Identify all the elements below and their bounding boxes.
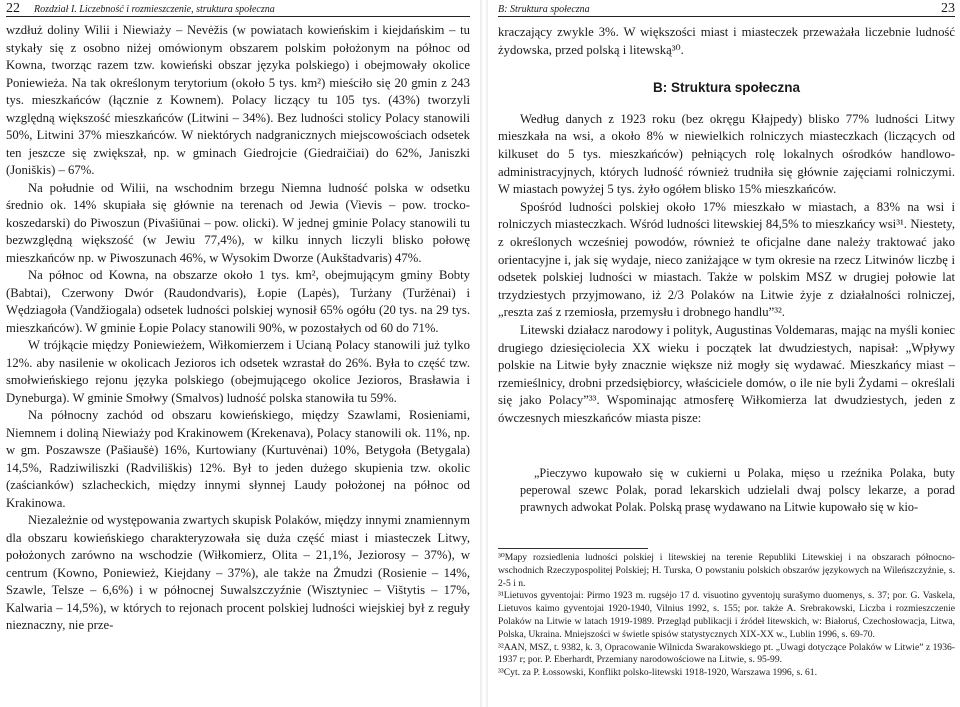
- right-page-body: [498, 24, 955, 516]
- right-running-head: B: Struktura społeczna: [498, 4, 590, 15]
- right-page: [488, 0, 960, 707]
- left-paragraph-6: Niezależnie od występowania zwartych skupisk Polaków, między innymi znamiennym dla obszaru kowieńskiego charakteryzowała się duża część miast i miasteczek Litwy, położonych zarówno na wschodzie (Wiłkomierz, Olita – 21,1%, Jeziorosy – 37%), w centrum (Kowno, Poniewież, Kiejdany – 37%), ale także na Żmudzi (Rosienie – 14%, Szawle, Telsze – 6,6%) i w północnej Suwalszczyźnie (Wisztyniec – Vištytis – 17%, Kalwaria – 14,5%), w których to rejonach procent polskiej ludności wiejskiej był z reguły nieznaczny, nie prze-: [6, 513, 470, 632]
- book-gutter: [480, 0, 488, 707]
- footnote-30: ³⁰Mapy rozsiedlenia ludności polskiej i litewskiej na terenie Republiki Litewskiej i na obszarach północno-wschodnich Rzeczypospolitej Polskiej; H. Turska, O powstaniu polskich obszarów językowych na Wileńszczyźnie, s. 2-5 i n.: [498, 552, 955, 589]
- right-page-number: 23: [941, 1, 955, 16]
- right-intro-paragraph: kraczający zwykle 3%. W większości miast i miasteczek przeważała liczebnie ludność żydowska, przed polską i litewską³⁰.: [498, 25, 955, 57]
- left-paragraph-5: Na północny zachód od obszaru kowieńskiego, między Szawlami, Rosieniami, Niemnem i doliną Niewiaży pod Krakinowem (Krekenava), Polacy stanowili ok. 11%, np. w gm. Poszawsze (Pašiaušė) 16%, Kurtowiany (Kurtuvėnai) 10%, Betygoła (Betygala) 14,5%, Radziwiliszki (Radviliškis) 12%. Był to jeden dużego skupienia tzw. okolic (zaścianków) szlacheckich, między innymi słynnej Laudy położonej na północ od Krakinowa.: [6, 408, 470, 510]
- left-paragraph-4: W trójkącie między Poniewieżem, Wiłkomierzem i Ucianą Polacy stanowili już tylko 12%. aby nasilenie w okolicach Jezioros ich odsetek wzrastał do 26%. Była to część tzw. smołwieńskiego rejonu języka polskiego (obejmującego okolice Jezioros, Brasławia i Dyneburga). W gminie Smołwy (Smalvos) ludność polska stanowiła tu 59%.: [6, 338, 470, 405]
- left-page-header: [6, 2, 470, 17]
- footnote-32: ³²AAN, MSZ, t. 9382, k. 3, Opracowanie Wilnicda Swarakowskiego pt. „Uwagi dotyczące Polaków w Litwie” z 1936-1937 r; por. P. Eberhardt, Przemiany narodowościowe na Litwie, s. 95-99.: [498, 641, 955, 666]
- right-paragraph-3: Litewski działacz narodowy i polityk, Augustinas Voldemaras, mając na myśli koniec drugiego dziesięciolecia XX wieku i początek lat dwudziestych, napisał: „Wpływy polskie na Litwie były znacznie większe niż mogły się wydawać. Mieszkańcy miast – rzemieślnicy, drobni przedsiębiorcy, właściciele domów, o ile nie byli Żydami – określali się jako Polacy”³³. Wspominając atmosferę Wiłkomierza lat dwudziestych, jeden z ówczesnych mieszkańców miasta pisze:: [498, 322, 955, 425]
- left-paragraph-3: Na północ od Kowna, na obszarze około 1 tys. km², obejmującym gminy Bobty (Babtai), Czerwony Dwór (Raudondvaris), Łopie (Lapės), Turżany (Turžėnai) i Wędziagoła (Vandžiogala) odsetek ludności polskiej wynosił 65% ogółu (20 tys. na 29 tys. mieszkańców). W gminie Łopie Polacy stanowili 90%, w pozostałych od 60 do 71%.: [6, 268, 470, 335]
- footnote-rule: [498, 548, 648, 549]
- right-paragraph-2: Spośród ludności polskiej około 17% mieszkało w miastach, a 83% na wsi i rolniczych miasteczkach. Wśród ludności litewskiej 84,5% to mieszkańcy wsi³¹. Niestety, z określonych wcześniej powodów, również te oficjalne dane należy traktować jako orientacyjne i, jak się wydaje, nieco zaniżające w tym okresie na rzecz Litwinów liczbę i odsetek polskiej ludności w miastach. Także w polskim MSZ w drugiej połowie lat trzydziestych przyjmowano, iż 2/3 Polaków na Litwie żyje z działalności rolniczej, „reszta zaś z rzemiosła, przemysłu i drobnego handlu”³².: [498, 199, 955, 320]
- right-page-header: [498, 2, 955, 17]
- left-paragraph-2: Na południe od Wilii, na wschodnim brzegu Niemna ludność polska w odsetku średnio ok. 14% skupiała się głównie na terenach od Jewia (Vievis – pow. trocko-koszedarski) do Piwoszun (Pivašiūnai – pow. olicki). W jednej gminie Polacy stanowili tu bezwzględną większość (w Jewiu 77,4%), w kilku innych liczyli blisko połowę mieszkańców np. w Piwoszunach 46%, w Wysokim Dworze (Aukštadvaris) 47%.: [6, 180, 470, 265]
- left-page-body: [6, 22, 470, 635]
- footnote-33: ³³Cyt. za P. Łossowski, Konflikt polsko-litewski 1918-1920, Warszawa 1996, s. 61.: [498, 667, 817, 679]
- footnote-31: ³¹Lietuvos gyventojai: Pirmo 1923 m. rugsėjo 17 d. visuotino gyventojų surašymo duomenys, s. 37; por. G. Vaskela, Lietuvos kaimo gyventojai 1920-1940, Vilnius 1992, s. 155; por. także A. Srebrakowski, Liczba i rozmieszczenie Polaków na Litwie w latach 1919-1989. Przegląd publikacji i źródeł litewskich, w: Białoruś, Czechosłowacja, Litwa, Polska, Ukraina. Mniejszości w świetle spisów statystycznych XIX-XX w., Lublin 1996, s. 69-70.: [498, 590, 955, 640]
- left-page-number: 22: [6, 1, 20, 16]
- quote-text: „Pieczywo kupowało się w cukierni u Polaka, mięso u rzeźnika Polaka, buty peperowal szewc Polak, porad lekarskich udzielali dwaj polscy lekarze, a porad prawnych adwokat Polak. Polską prasę wydawano na Litwie kupowało się w kio-: [520, 466, 955, 515]
- right-paragraph-1: Według danych z 1923 roku (bez okręgu Kłajpedy) blisko 77% ludności Litwy mieszkała na wsi, a około 8% w niewielkich rolniczych miasteczkach (liczących od kilkuset do 5 tys. mieszkańców) pełniących rolę lokalnych ośrodków handlowo-administracyjnych, których ludność również trudniła się głównie zajęciami rolniczymi. W miastach powyżej 5 tys. żyło ogółem blisko 15% mieszkańców.: [498, 111, 955, 197]
- section-title: B: Struktura społeczna: [652, 80, 801, 96]
- left-paragraph-1: wzdłuż doliny Wilii i Niewiaży – Nevėžis (w powiatach kowieńskim i kiejdańskim – tu stykały się z osobno niżej omówionym obszarem polskim położonym na północ od Kowna, tworząc razem tzw. kowieński obszar języka polskiego) i obejmowały okolice Poniewieża. Na tak określonym terytorium (około 5 tys. km²) mieściło się 20 gmin z 243 tys. mieszkańców (łącznie z Kownem). Polacy liczący tu 105 tys. (43%) tworzyli względną większość mieszkańców (Litwini – 34%). Bez ludności stolicy Polacy stanowili 50%, Litwini 37% mieszkańców. W niektórych nadgranicznych miejscowościach odsetek ten jeszcze się zwiększał, np. w gminach Giedrojcie (Giedraičiai) do 62%, Janiszki (Joniškis) – 67%.: [6, 23, 470, 177]
- left-running-head: Rozdział I. Liczebność i rozmieszczenie, struktura społeczna: [34, 4, 275, 15]
- quote-block: [498, 465, 955, 516]
- footnotes: [498, 552, 955, 680]
